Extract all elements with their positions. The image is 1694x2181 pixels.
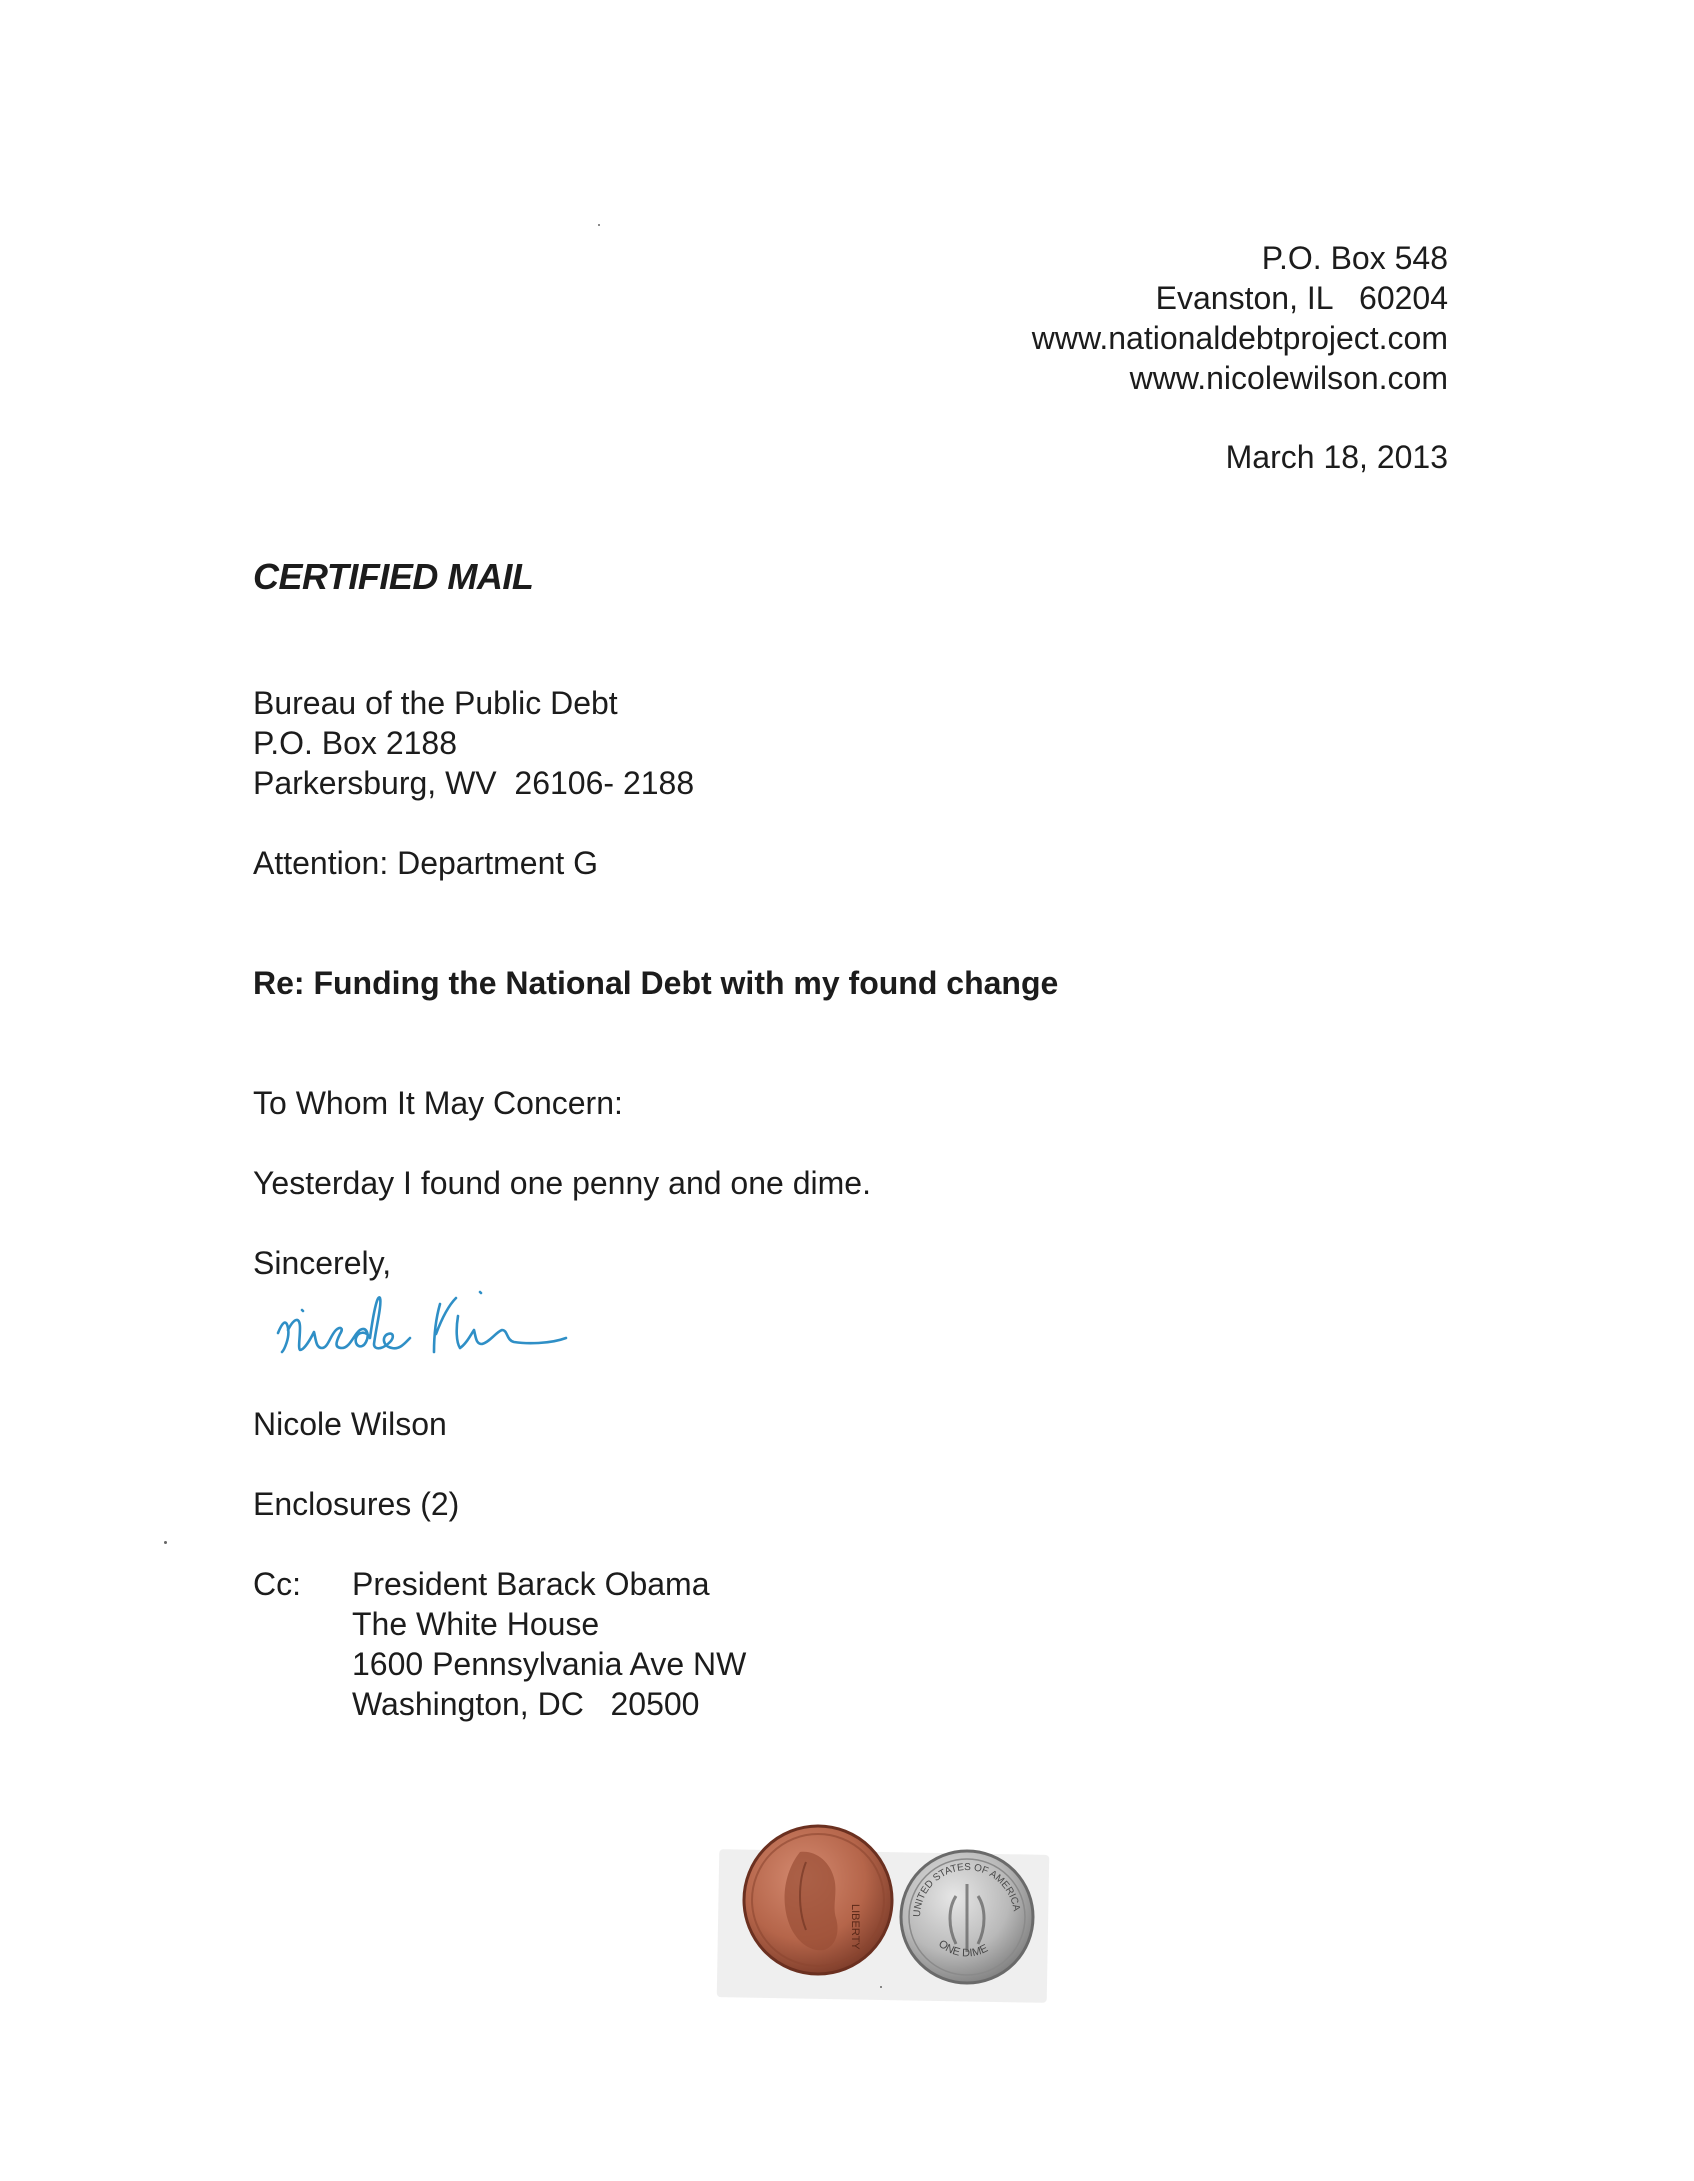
cc-line2: The White House — [352, 1606, 600, 1642]
delivery-method: CERTIFIED MAIL — [253, 556, 534, 597]
cc-line3: 1600 Pennsylvania Ave NW — [352, 1646, 747, 1682]
salutation: To Whom It May Concern: — [253, 1085, 623, 1121]
recipient-name: Bureau of the Public Debt — [253, 685, 618, 721]
letterhead-address-line1: P.O. Box 548 — [1261, 240, 1448, 276]
cc-label: Cc: — [253, 1566, 301, 1602]
cc-line1: President Barack Obama — [352, 1566, 710, 1602]
letterhead-address-line2: Evanston, IL 60204 — [1155, 280, 1448, 316]
attention-line: Attention: Department G — [253, 845, 599, 881]
dime-coin — [898, 1848, 1036, 1986]
subject-line: Re: Funding the National Debt with my found change — [253, 965, 1059, 1001]
scan-speck — [880, 1986, 882, 1988]
enclosed-coins — [718, 1820, 1048, 2004]
closing: Sincerely, — [253, 1245, 392, 1281]
scan-speck — [598, 224, 600, 226]
letterhead-website-2: www.nicolewilson.com — [1129, 360, 1448, 396]
enclosures-line: Enclosures (2) — [253, 1486, 460, 1522]
dime-inscription-top: UNITED STATES OF AMERICA — [911, 1861, 1022, 1918]
penny-inscription: LIBERTY — [849, 1904, 861, 1950]
letterhead-website-1: www.nationaldebtproject.com — [1031, 320, 1448, 356]
scan-speck — [164, 1541, 167, 1544]
cc-line4: Washington, DC 20500 — [352, 1686, 700, 1722]
letter-body: Yesterday I found one penny and one dime. — [253, 1165, 871, 1201]
handwritten-signature — [270, 1278, 630, 1368]
recipient-address-line2: Parkersburg, WV 26106- 2188 — [253, 765, 695, 801]
recipient-address-line1: P.O. Box 2188 — [253, 725, 457, 761]
penny-coin — [740, 1822, 896, 1978]
signer-name: Nicole Wilson — [253, 1406, 447, 1442]
letter-date: March 18, 2013 — [1225, 439, 1448, 475]
dime-inscription-bottom: ONE DIME — [936, 1937, 990, 1960]
